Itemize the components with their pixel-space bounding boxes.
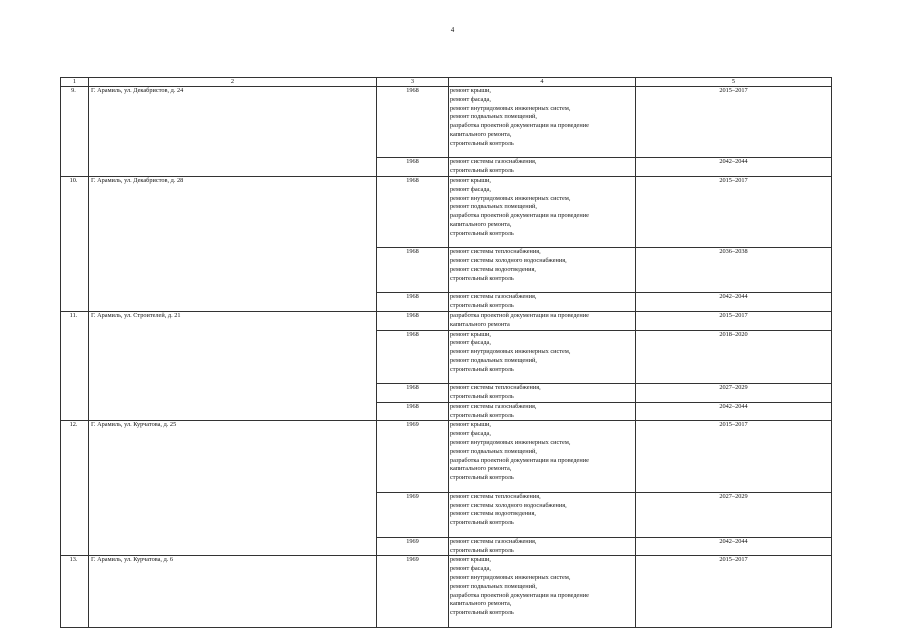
repair-work-item: ремонт крыши, — [450, 87, 492, 94]
column-header-2: 2 — [89, 78, 377, 87]
row-number: 9. — [61, 87, 89, 177]
repair-period: 2042–2044 — [636, 537, 832, 556]
repair-work-item: разработка проектной документации на проведение — [450, 456, 589, 464]
table-row — [61, 87, 832, 158]
building-address: Г. Арамиль, ул. Строителей, д. 21 — [89, 311, 377, 421]
repair-work-item: капитального ремонта, — [450, 600, 512, 608]
repair-period: 2042–2044 — [636, 402, 832, 421]
repair-works — [449, 402, 636, 421]
repair-work-item: ремонт фасада, — [450, 95, 491, 103]
repair-work-item: ремонт крыши, — [450, 330, 492, 338]
repair-work-item: строительный контроль — [450, 302, 514, 310]
repair-work-item: ремонт системы холодного водоснабжения, — [450, 501, 567, 509]
repair-work-item: ремонт внутридомовых инженерных систем, — [450, 104, 571, 112]
repair-work-item: ремонт системы теплоснабжения, — [450, 384, 541, 392]
build-year: 1969 — [377, 492, 449, 537]
repair-works — [449, 384, 636, 403]
repair-work-item: ремонт системы водоотведения, — [450, 510, 536, 518]
cell-spacer — [450, 528, 633, 537]
repair-work-item: капитального ремонта — [450, 320, 510, 328]
repair-work-item: строительный контроль — [450, 546, 514, 554]
repair-work-item: строительный контроль — [450, 229, 514, 237]
repair-period: 2015–2017 — [636, 176, 832, 247]
cell-spacer — [450, 284, 633, 293]
repair-work-item: строительный контроль — [450, 139, 514, 147]
build-year: 1968 — [377, 330, 449, 384]
repair-work-item: разработка проектной документации на проведение — [450, 311, 589, 319]
cell-spacer — [450, 149, 633, 158]
build-year: 1968 — [377, 384, 449, 403]
build-year: 1968 — [377, 311, 449, 330]
repair-work-item: ремонт системы теплоснабжения, — [450, 248, 541, 256]
repair-work-item: капитального ремонта, — [450, 465, 512, 473]
build-year: 1969 — [377, 421, 449, 492]
header-row — [61, 78, 832, 87]
repair-period: 2015–2017 — [636, 87, 832, 158]
table-body — [61, 87, 832, 628]
row-number: 11. — [61, 311, 89, 421]
repair-works — [449, 293, 636, 312]
repair-work-item: ремонт фасада, — [450, 565, 491, 573]
building-address: Г. Арамиль, ул. Курчатова, д. 6 — [89, 556, 377, 627]
row-number: 10. — [61, 176, 89, 311]
column-header-1: 1 — [61, 78, 89, 87]
repair-work-item: ремонт фасада, — [450, 339, 491, 347]
build-year: 1968 — [377, 176, 449, 247]
cell-spacer — [450, 239, 633, 248]
repair-work-item: строительный контроль — [450, 474, 514, 482]
table-row — [61, 421, 832, 492]
repair-period: 2042–2044 — [636, 158, 832, 177]
repair-work-item: разработка проектной документации на проведение — [450, 212, 589, 220]
repair-work-item: ремонт системы холодного водоснабжения, — [450, 257, 567, 265]
repair-work-item: строительный контроль — [450, 519, 514, 527]
repair-work-item: разработка проектной документации на проведение — [450, 122, 589, 130]
row-number: 13. — [61, 556, 89, 627]
repair-work-item: ремонт системы водоотведения, — [450, 265, 536, 273]
table-row — [61, 311, 832, 330]
build-year: 1968 — [377, 293, 449, 312]
repair-work-item: капитального ремонта, — [450, 220, 512, 228]
repair-work-item: строительный контроль — [450, 167, 514, 175]
repair-work-item: ремонт подвальных помещений, — [450, 113, 537, 121]
repair-work-item: ремонт крыши, — [450, 556, 492, 564]
repair-work-item: ремонт подвальных помещений, — [450, 356, 537, 364]
repair-period: 2036–2038 — [636, 248, 832, 293]
cell-spacer — [450, 618, 633, 627]
repair-work-item: ремонт внутридомовых инженерных систем, — [450, 348, 571, 356]
repair-period: 2015–2017 — [636, 421, 832, 492]
repair-work-item: ремонт крыши, — [450, 176, 492, 184]
building-address: Г. Арамиль, ул. Декабристов, д. 28 — [89, 176, 377, 311]
building-address: Г. Арамиль, ул. Декабристов, д. 24 — [89, 87, 377, 177]
cell-spacer — [450, 375, 633, 384]
repair-works — [449, 176, 636, 247]
repair-period: 2018–2020 — [636, 330, 832, 384]
repair-works — [449, 158, 636, 177]
repair-work-item: ремонт системы газоснабжения, — [450, 402, 537, 410]
repair-works — [449, 311, 636, 330]
table-row — [61, 556, 832, 627]
column-header-4: 4 — [449, 78, 636, 87]
repair-work-item: ремонт внутридомовых инженерных систем, — [450, 194, 571, 202]
repair-work-item: разработка проектной документации на проведение — [450, 591, 589, 599]
build-year: 1968 — [377, 158, 449, 177]
repair-period: 2027–2029 — [636, 492, 832, 537]
repair-work-item: капитального ремонта, — [450, 130, 512, 138]
repair-period: 2015–2017 — [636, 556, 832, 627]
build-year: 1968 — [377, 402, 449, 421]
repair-works — [449, 492, 636, 537]
column-header-3: 3 — [377, 78, 449, 87]
repair-works — [449, 87, 636, 158]
repair-work-item: ремонт внутридомовых инженерных систем, — [450, 439, 571, 447]
repair-work-item: ремонт крыши, — [450, 421, 492, 429]
repair-work-item: строительный контроль — [450, 274, 514, 282]
repair-period: 2027–2029 — [636, 384, 832, 403]
repair-work-item: ремонт подвальных помещений, — [450, 582, 537, 590]
repair-schedule-table — [60, 77, 832, 628]
repair-work-item: ремонт системы газоснабжения, — [450, 293, 537, 301]
repair-works — [449, 248, 636, 293]
building-address: Г. Арамиль, ул. Курчатова, д. 25 — [89, 421, 377, 556]
page-number: 4 — [450, 26, 455, 34]
build-year: 1968 — [377, 248, 449, 293]
repair-works — [449, 537, 636, 556]
table-row — [61, 176, 832, 247]
build-year: 1969 — [377, 537, 449, 556]
repair-work-item: ремонт подвальных помещений, — [450, 447, 537, 455]
repair-work-item: строительный контроль — [450, 365, 514, 373]
repair-works — [449, 330, 636, 384]
repair-work-item: ремонт системы теплоснабжения, — [450, 492, 541, 500]
repair-work-item: ремонт внутридомовых инженерных систем, — [450, 574, 571, 582]
repair-work-item: строительный контроль — [450, 411, 514, 419]
repair-work-item: ремонт фасада, — [450, 430, 491, 438]
repair-work-item: ремонт подвальных помещений, — [450, 203, 537, 211]
repair-period: 2042–2044 — [636, 293, 832, 312]
repair-works — [449, 556, 636, 627]
repair-work-item: ремонт системы газоснабжения, — [450, 158, 537, 166]
repair-work-item: строительный контроль — [450, 393, 514, 401]
repair-works — [449, 421, 636, 492]
build-year: 1968 — [377, 87, 449, 158]
column-header-5: 5 — [636, 78, 832, 87]
row-number: 12. — [61, 421, 89, 556]
repair-period: 2015–2017 — [636, 311, 832, 330]
build-year: 1969 — [377, 556, 449, 627]
cell-spacer — [450, 483, 633, 492]
repair-work-item: ремонт фасада, — [450, 185, 491, 193]
repair-work-item: строительный контроль — [450, 609, 514, 617]
repair-work-item: ремонт системы газоснабжения, — [450, 537, 537, 545]
